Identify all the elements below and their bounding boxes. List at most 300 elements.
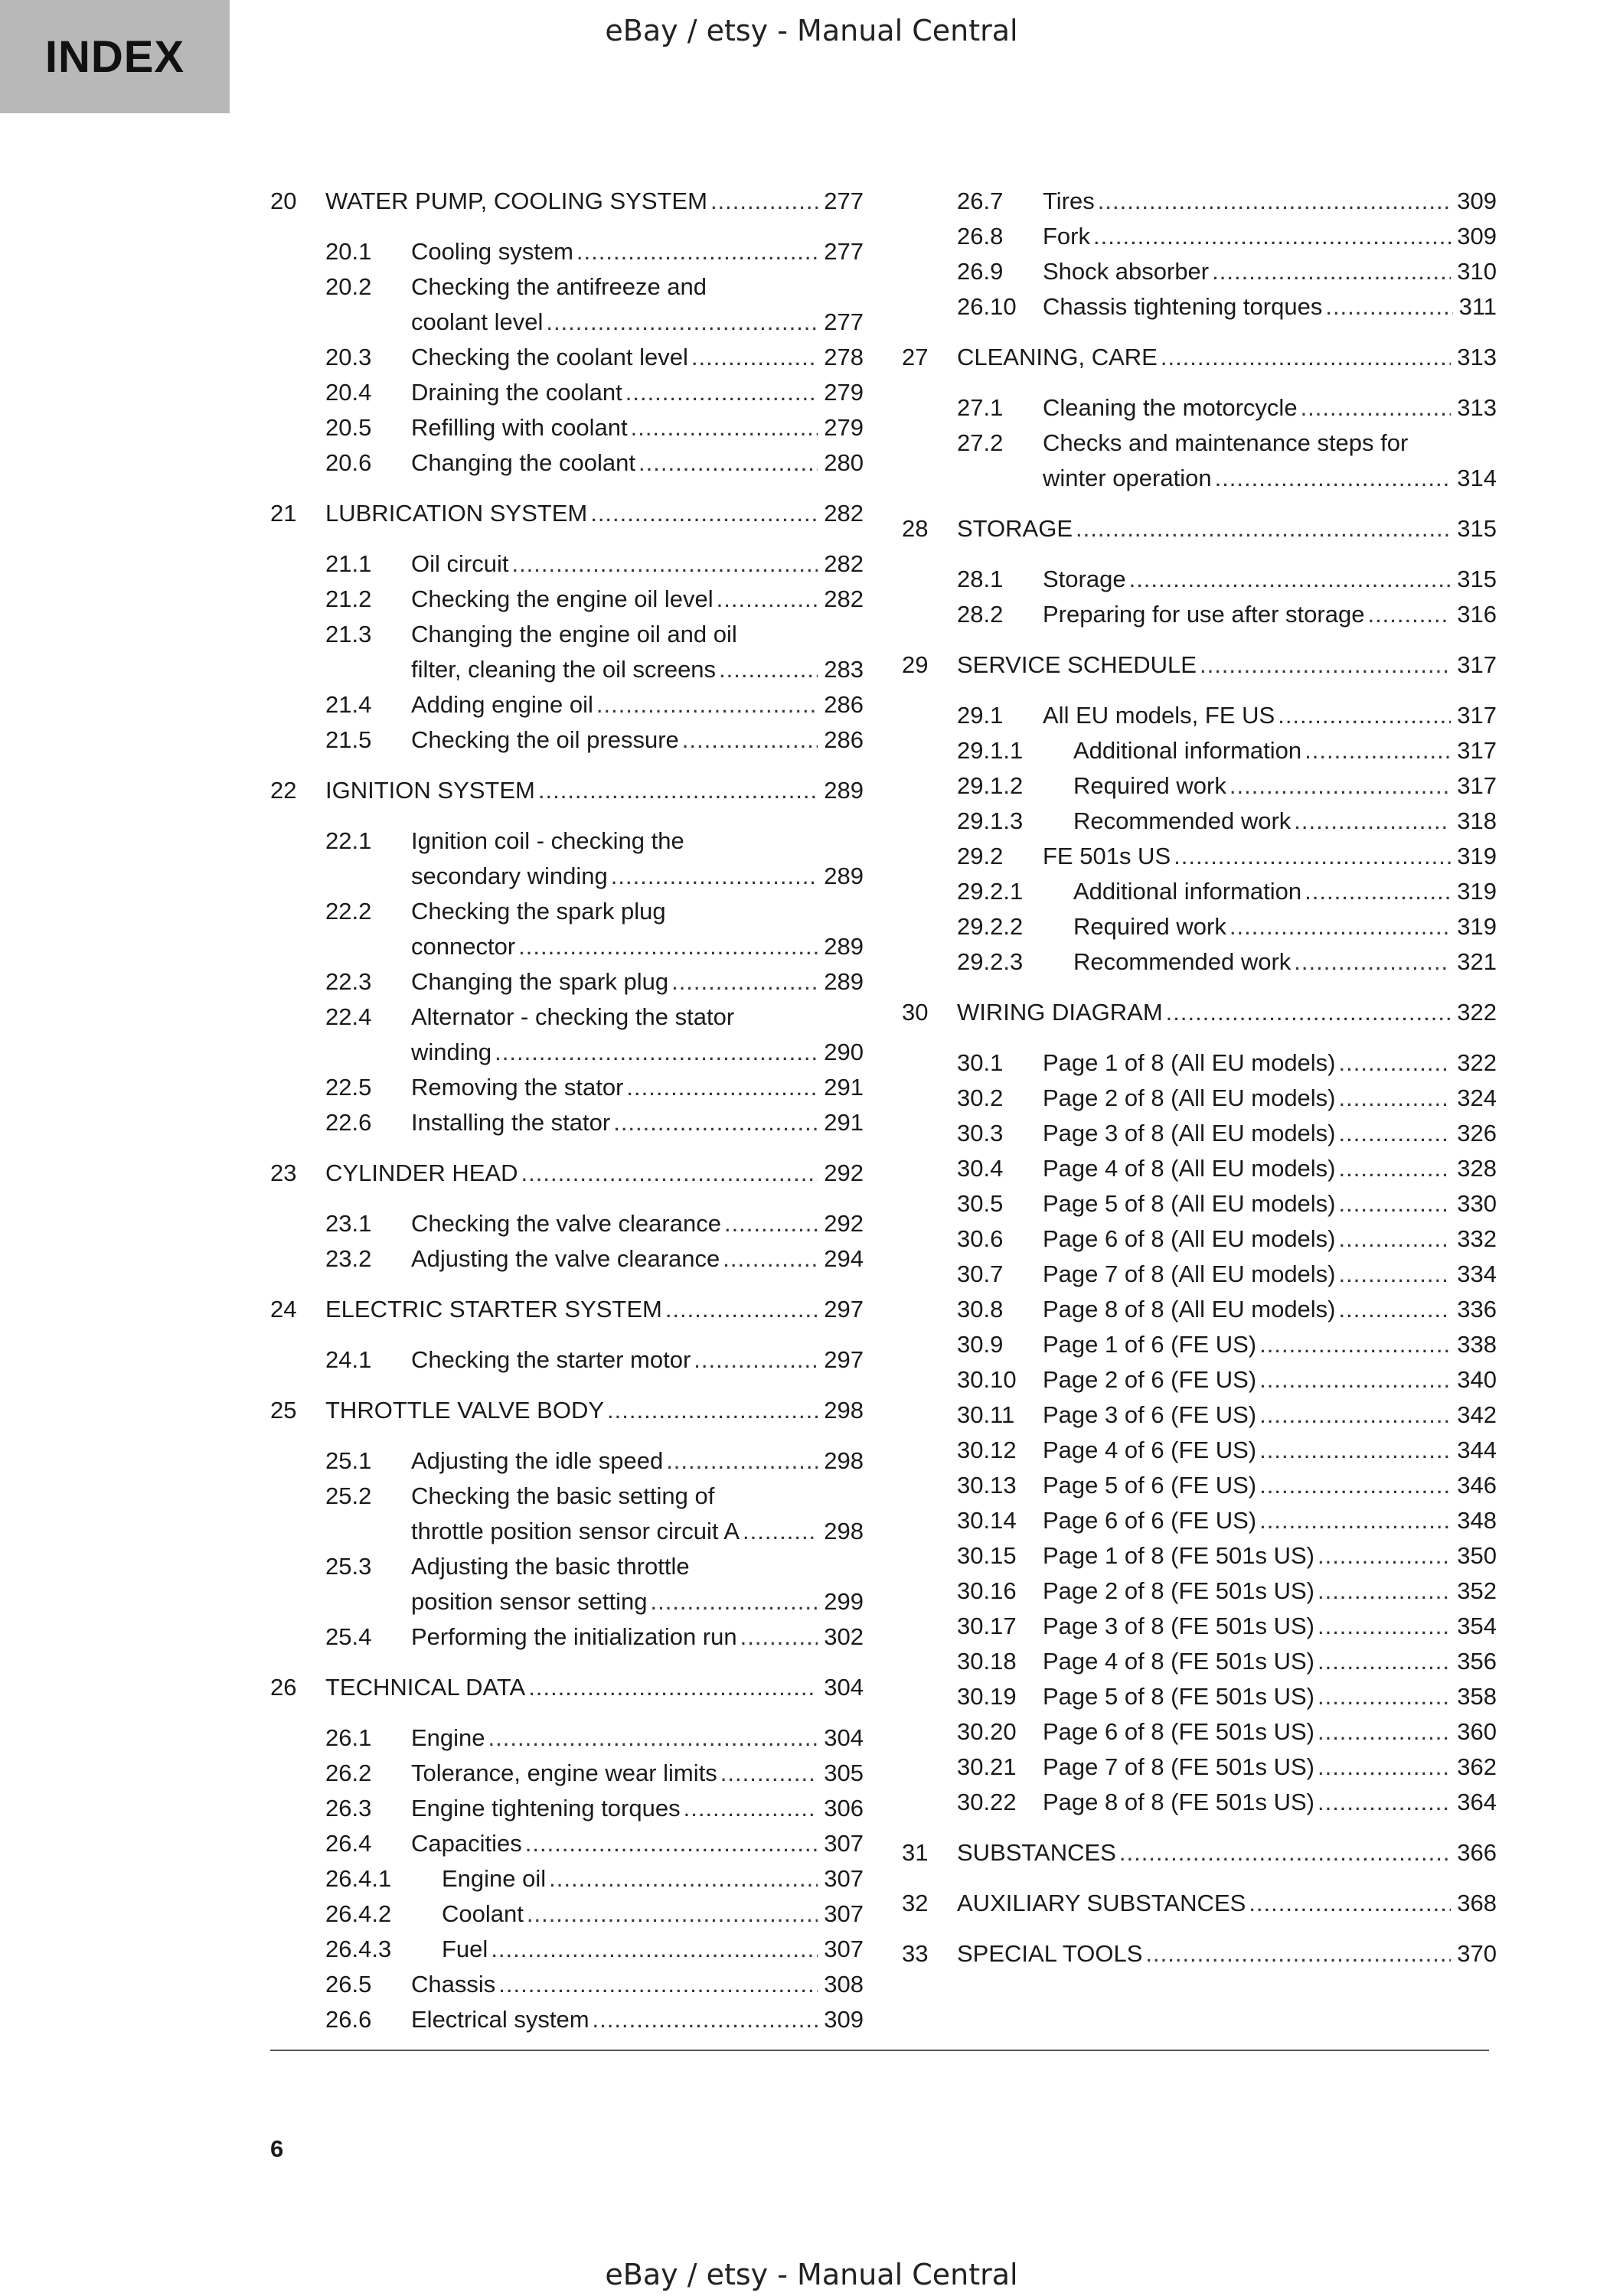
toc-entry-page: 310 [1457, 258, 1497, 285]
toc-entry[interactable] [902, 254, 1497, 289]
toc-entry[interactable] [270, 1861, 864, 1896]
toc-entry-page: 309 [1457, 188, 1497, 214]
toc-entry-page: 318 [1457, 807, 1497, 834]
toc-entry[interactable] [270, 496, 864, 531]
toc-entry[interactable] [270, 1000, 864, 1070]
toc-entry-number: 30.21 [957, 1753, 1017, 1780]
toc-entry-title [1043, 1538, 1451, 1574]
toc-entry-number: 23.2 [325, 1245, 372, 1272]
dot-leader [1301, 390, 1452, 426]
dot-leader [1259, 1397, 1451, 1433]
toc-entry[interactable] [902, 804, 1497, 839]
toc-entry-number: 30.10 [957, 1366, 1017, 1393]
toc-entry-title [957, 511, 1451, 546]
dot-leader [1339, 1186, 1452, 1221]
toc-entry[interactable] [902, 1679, 1497, 1714]
toc-entry[interactable] [902, 1151, 1497, 1186]
toc-entry[interactable] [270, 1105, 864, 1140]
toc-entry-page: 324 [1457, 1084, 1497, 1111]
toc-entry-title-line: filter, cleaning the oil screens [411, 656, 717, 683]
toc-entry-title [411, 2002, 818, 2037]
toc-entry[interactable] [270, 823, 864, 894]
toc-entry[interactable] [270, 1156, 864, 1191]
toc-entry[interactable] [270, 1670, 864, 1705]
toc-entry[interactable] [270, 722, 864, 758]
toc-entry[interactable] [902, 219, 1497, 254]
dot-leader [525, 1826, 818, 1861]
toc-entry-title [411, 823, 818, 894]
toc-entry[interactable] [270, 1549, 864, 1619]
toc-entry-page: 338 [1457, 1331, 1497, 1358]
toc-entry-number: 23 [270, 1159, 297, 1186]
toc-entry-title-line: Page 8 of 8 (All EU models) [1043, 1296, 1336, 1322]
toc-entry-page: 307 [824, 1936, 864, 1962]
toc-entry-number: 30.5 [957, 1190, 1004, 1217]
toc-entry[interactable] [270, 1896, 864, 1932]
toc-entry[interactable] [902, 1116, 1497, 1151]
toc-entry-page: 282 [824, 500, 864, 527]
toc-entry-page: 346 [1457, 1472, 1497, 1499]
toc-entry-title-line: Alternator - checking the stator [411, 1003, 735, 1030]
toc-entry-title [1043, 698, 1451, 733]
toc-entry[interactable] [270, 1967, 864, 2002]
toc-entry[interactable] [270, 1932, 864, 1967]
toc-entry-page: 289 [824, 968, 864, 995]
toc-entry[interactable] [902, 1835, 1497, 1870]
toc-entry-number: 32 [902, 1890, 929, 1916]
toc-entry[interactable] [270, 1342, 864, 1378]
toc-entry[interactable] [270, 269, 864, 340]
toc-entry-number: 30.12 [957, 1437, 1017, 1463]
page-number: 6 [270, 2135, 284, 2162]
toc-entry-number: 29 [902, 651, 929, 678]
toc-entry-title-line: AUXILIARY SUBSTANCES [957, 1890, 1246, 1916]
toc-entry-number: 29.2.2 [957, 913, 1024, 940]
toc-entry-title [957, 1936, 1451, 1971]
dot-leader [498, 1967, 818, 2002]
toc-entry[interactable] [270, 964, 864, 1000]
toc-entry-number: 22 [270, 777, 297, 804]
toc-entry-number: 29.1 [957, 702, 1004, 729]
toc-entry-page: 307 [824, 1865, 864, 1892]
toc-entry[interactable] [270, 1241, 864, 1277]
toc-entry-number: 25.4 [325, 1623, 372, 1650]
watermark-bottom: eBay / etsy - Manual Central [605, 2258, 1018, 2291]
toc-entry-number: 29.1.1 [957, 737, 1024, 764]
dot-leader [1318, 1785, 1451, 1820]
toc-entry-title-line: Recommended work [1073, 948, 1292, 975]
toc-entry[interactable] [270, 1443, 864, 1479]
toc-entry-title [1043, 562, 1451, 597]
toc-entry-title [1073, 909, 1451, 944]
toc-entry-page: 317 [1457, 702, 1497, 729]
toc-entry[interactable] [270, 1479, 864, 1549]
toc-entry-number: 25 [270, 1397, 297, 1424]
toc-entry-page: 350 [1457, 1542, 1497, 1569]
dot-leader [1215, 461, 1452, 496]
toc-entry[interactable] [902, 733, 1497, 768]
toc-entry[interactable] [902, 1397, 1497, 1433]
toc-entry-title-line: Page 5 of 8 (FE 501s US) [1043, 1683, 1314, 1710]
toc-entry-title [1043, 1116, 1451, 1151]
toc-entry[interactable] [270, 1791, 864, 1826]
toc-entry[interactable] [902, 698, 1497, 733]
toc-entry-page: 297 [824, 1346, 864, 1373]
toc-entry-page: 283 [824, 656, 864, 683]
dot-leader [576, 234, 818, 269]
toc-entry-page: 330 [1457, 1190, 1497, 1217]
toc-entry[interactable] [902, 1221, 1497, 1257]
toc-entry-title-line: Page 2 of 8 (FE 501s US) [1043, 1577, 1314, 1604]
toc-entry-title [411, 1206, 818, 1241]
toc-entry[interactable] [270, 773, 864, 808]
toc-entry-number: 28.1 [957, 566, 1004, 592]
dot-leader [611, 859, 818, 894]
toc-entry-page: 319 [1457, 878, 1497, 905]
toc-entry-number: 30.16 [957, 1577, 1017, 1604]
toc-entry-title [1073, 768, 1451, 804]
toc-entry[interactable] [902, 1574, 1497, 1609]
toc-entry-title [411, 1000, 818, 1070]
toc-entry-page: 306 [824, 1795, 864, 1821]
toc-entry-title-line: Page 5 of 8 (All EU models) [1043, 1190, 1336, 1217]
toc-entry-title-line: Tolerance, engine wear limits [411, 1760, 717, 1786]
toc-entry-number: 30.15 [957, 1542, 1017, 1569]
toc-entry-title [1043, 1433, 1451, 1468]
toc-entry-title-line: Cooling system [411, 238, 573, 265]
toc-entry-page: 291 [824, 1074, 864, 1101]
toc-entry[interactable] [902, 511, 1497, 546]
dot-leader [593, 2002, 818, 2037]
toc-entry[interactable] [270, 2002, 864, 2037]
toc-entry[interactable] [902, 1292, 1497, 1327]
dot-leader [1318, 1609, 1451, 1644]
toc-entry[interactable] [270, 1619, 864, 1655]
toc-entry[interactable] [270, 1756, 864, 1791]
toc-entry-title [1043, 1750, 1451, 1785]
toc-entry-title [411, 1070, 818, 1105]
toc-entry-title-line: coolant level [411, 308, 544, 335]
dot-leader [743, 1514, 818, 1549]
toc-entry[interactable] [902, 1468, 1497, 1503]
toc-entry-title-line: Checking the starter motor [411, 1346, 691, 1373]
toc-entry[interactable] [902, 390, 1497, 426]
toc-entry-title [411, 546, 818, 582]
toc-entry[interactable] [902, 340, 1497, 375]
toc-entry[interactable] [270, 1292, 864, 1327]
toc-entry[interactable] [270, 894, 864, 964]
dot-leader [638, 445, 818, 481]
toc-entry[interactable] [902, 1081, 1497, 1116]
toc-entry[interactable] [270, 184, 864, 219]
toc-entry-title-line: All EU models, FE US [1043, 702, 1275, 729]
toc-entry[interactable] [902, 597, 1497, 632]
toc-entry-page: 316 [1457, 601, 1497, 628]
toc-entry-number: 33 [902, 1940, 929, 1967]
toc-entry-title-line: Adding engine oil [411, 691, 593, 718]
toc-entry-title [1043, 1327, 1451, 1362]
toc-entry[interactable] [902, 1936, 1497, 1971]
toc-entry-number: 20 [270, 188, 297, 214]
toc-entry[interactable] [270, 234, 864, 269]
toc-entry[interactable] [902, 1045, 1497, 1081]
toc-entry[interactable] [902, 426, 1497, 496]
toc-entry-title-line: LUBRICATION SYSTEM [325, 500, 588, 527]
toc-entry-title-line: Engine tightening torques [411, 1795, 681, 1821]
toc-entry-number: 20.1 [325, 238, 372, 265]
toc-entry-page: 332 [1457, 1225, 1497, 1252]
toc-entry-page: 302 [824, 1623, 864, 1650]
dot-leader [1229, 768, 1451, 804]
toc-entry-title-line: Page 1 of 8 (FE 501s US) [1043, 1542, 1314, 1569]
toc-entry-title-line: Page 3 of 8 (FE 501s US) [1043, 1613, 1314, 1639]
toc-entry-number: 30.14 [957, 1507, 1017, 1534]
toc-entry-page: 309 [824, 2006, 864, 2033]
toc-entry-title-line: Capacities [411, 1830, 522, 1857]
toc-entry[interactable] [902, 1644, 1497, 1679]
toc-entry-title [411, 722, 818, 758]
toc-entry[interactable] [270, 546, 864, 582]
toc-entry-page: 304 [824, 1724, 864, 1751]
toc-entry-title [1043, 426, 1451, 496]
dot-leader [495, 1035, 818, 1070]
dot-leader [740, 1619, 818, 1655]
toc-entry-page: 277 [824, 238, 864, 265]
toc-entry[interactable] [902, 289, 1497, 325]
toc-entry-title-line: Changing the engine oil and oil [411, 621, 737, 647]
toc-entry-title-line: Checking the antifreeze and [411, 273, 707, 300]
toc-entry-title [411, 445, 818, 481]
toc-entry[interactable] [902, 944, 1497, 980]
dot-leader [1249, 1886, 1451, 1921]
toc-entry[interactable] [902, 1886, 1497, 1921]
toc-entry-page: 352 [1457, 1577, 1497, 1604]
toc-entry[interactable] [902, 995, 1497, 1030]
toc-entry-number: 30.8 [957, 1296, 1004, 1322]
toc-entry[interactable] [902, 1503, 1497, 1538]
dot-leader [518, 929, 818, 964]
toc-entry-number: 26.1 [325, 1724, 372, 1751]
toc-entry-title [411, 1720, 818, 1756]
toc-entry-title-line: Checking the coolant level [411, 344, 688, 370]
toc-entry[interactable] [270, 1720, 864, 1756]
toc-entry-number: 30.19 [957, 1683, 1017, 1710]
toc-entry-page: 289 [824, 933, 864, 960]
toc-entry-number: 22.1 [325, 827, 372, 854]
dot-leader [626, 1070, 818, 1105]
toc-entry-page: 292 [824, 1210, 864, 1237]
toc-entry[interactable] [902, 909, 1497, 944]
toc-entry-title-line: Page 1 of 8 (All EU models) [1043, 1049, 1336, 1076]
toc-entry-number: 30.3 [957, 1120, 1004, 1146]
toc-entry-title-line: Page 6 of 6 (FE US) [1043, 1507, 1257, 1534]
toc-entry-number: 21.4 [325, 691, 372, 718]
toc-entry-title-line: Chassis [411, 1971, 496, 1998]
toc-entry-title-line: STORAGE [957, 515, 1073, 542]
toc-entry-title [1043, 1221, 1451, 1257]
toc-entry[interactable] [270, 687, 864, 722]
dot-leader [717, 582, 818, 617]
toc-entry-page: 292 [824, 1159, 864, 1186]
dot-leader [538, 773, 818, 808]
toc-entry-title-line: Chassis tightening torques [1043, 293, 1323, 320]
toc-entry-title-line: Preparing for use after storage [1043, 601, 1365, 628]
toc-entry-page: 358 [1457, 1683, 1497, 1710]
toc-entry-number: 29.1.2 [957, 772, 1024, 799]
toc-entry[interactable] [902, 1538, 1497, 1574]
toc-entry-page: 340 [1457, 1366, 1497, 1393]
toc-entry-title-line: TECHNICAL DATA [325, 1674, 526, 1701]
toc-entry-page: 307 [824, 1900, 864, 1927]
toc-entry-title [442, 1861, 818, 1896]
toc-entry-title [411, 1826, 818, 1861]
toc-entry[interactable] [902, 562, 1497, 597]
dot-leader [1294, 944, 1451, 980]
toc-entry-title [325, 1393, 818, 1428]
footer-divider [270, 2050, 1489, 2051]
toc-entry[interactable] [270, 617, 864, 687]
dot-leader [491, 1932, 818, 1967]
toc-entry-title-line: Refilling with coolant [411, 414, 628, 441]
dot-leader [691, 340, 818, 375]
toc-entry-page: 322 [1457, 999, 1497, 1026]
toc-entry-title [411, 410, 818, 445]
dot-leader [590, 496, 818, 531]
toc-entry-page: 289 [824, 777, 864, 804]
toc-entry-title-line: Engine oil [442, 1865, 547, 1892]
toc-entry-number: 27.2 [957, 429, 1004, 456]
toc-entry-title-line: throttle position sensor circuit A [411, 1518, 740, 1544]
toc-entry[interactable] [270, 1393, 864, 1428]
toc-entry-page: 298 [824, 1518, 864, 1544]
dot-leader [1166, 995, 1452, 1030]
toc-entry-page: 279 [824, 379, 864, 406]
toc-entry-number: 29.2 [957, 843, 1004, 869]
toc-entry-page: 314 [1457, 465, 1497, 491]
toc-entry-title [411, 1756, 818, 1791]
toc-entry-page: 305 [824, 1760, 864, 1786]
toc-entry-page: 362 [1457, 1753, 1497, 1780]
toc-entry[interactable] [902, 1609, 1497, 1644]
toc-entry-number: 29.2.3 [957, 948, 1024, 975]
dot-leader [488, 1720, 818, 1756]
dot-leader [671, 964, 818, 1000]
toc-entry-number: 26.2 [325, 1760, 372, 1786]
toc-entry[interactable] [902, 184, 1497, 219]
toc-entry[interactable] [902, 1750, 1497, 1785]
toc-entry-number: 26.9 [957, 258, 1004, 285]
toc-entry-page: 354 [1457, 1613, 1497, 1639]
dot-leader [719, 652, 818, 687]
toc-entry[interactable] [902, 768, 1497, 804]
toc-entry-page: 286 [824, 726, 864, 753]
toc-entry-title-line: Page 8 of 8 (FE 501s US) [1043, 1789, 1314, 1815]
toc-entry[interactable] [270, 340, 864, 375]
toc-entry-page: 317 [1457, 772, 1497, 799]
toc-entry[interactable] [902, 1785, 1497, 1820]
toc-entry[interactable] [902, 1362, 1497, 1397]
toc-entry-number: 26.8 [957, 223, 1004, 249]
dot-leader [1259, 1433, 1451, 1468]
toc-entry[interactable] [902, 1433, 1497, 1468]
watermark-top: eBay / etsy - Manual Central [605, 14, 1018, 47]
toc-entry-number: 21 [270, 500, 297, 527]
toc-entry-title-line: Engine [411, 1724, 485, 1751]
toc-entry[interactable] [270, 445, 864, 481]
toc-entry[interactable] [902, 839, 1497, 874]
toc-entry-title-line: ELECTRIC STARTER SYSTEM [325, 1296, 662, 1322]
toc-entry[interactable] [270, 1206, 864, 1241]
toc-entry-page: 291 [824, 1109, 864, 1136]
toc-entry[interactable] [902, 1186, 1497, 1221]
dot-leader [625, 375, 818, 410]
toc-entry[interactable] [902, 1257, 1497, 1292]
toc-entry-number: 20.5 [325, 414, 372, 441]
toc-entry[interactable] [902, 647, 1497, 683]
toc-entry[interactable] [902, 874, 1497, 909]
toc-entry-title [1043, 1609, 1451, 1644]
toc-entry-title [1043, 1714, 1451, 1750]
toc-entry-number: 20.2 [325, 273, 372, 300]
toc-entry-title-line: CLEANING, CARE [957, 344, 1158, 370]
dot-leader [1076, 511, 1451, 546]
toc-entry-number: 22.2 [325, 898, 372, 925]
toc-entry-title-line: Required work [1073, 772, 1226, 799]
toc-entry-title [411, 617, 818, 687]
toc-entry-page: 370 [1457, 1940, 1497, 1967]
toc-entry-title-line: Page 1 of 6 (FE US) [1043, 1331, 1257, 1358]
toc-entry-page: 279 [824, 414, 864, 441]
toc-entry-page: 356 [1457, 1648, 1497, 1675]
toc-entry[interactable] [270, 410, 864, 445]
toc-entry-title-line: Page 3 of 6 (FE US) [1043, 1401, 1257, 1428]
toc-entry-number: 30.22 [957, 1789, 1017, 1815]
toc-entry-title [411, 1967, 818, 2002]
dot-leader [665, 1292, 818, 1327]
toc-entry-title [325, 773, 818, 808]
toc-entry[interactable] [902, 1714, 1497, 1750]
toc-entry[interactable] [902, 1327, 1497, 1362]
toc-entry-title-line: Fuel [442, 1936, 488, 1962]
dot-leader [596, 687, 818, 722]
toc-entry-title-line: Page 4 of 6 (FE US) [1043, 1437, 1257, 1463]
toc-entry[interactable] [270, 1826, 864, 1861]
toc-entry-number: 26.5 [325, 1971, 372, 1998]
dot-leader [1318, 1644, 1451, 1679]
toc-entry-number: 25.3 [325, 1553, 372, 1580]
toc-entry-number: 21.5 [325, 726, 372, 753]
dot-leader [1259, 1468, 1451, 1503]
toc-entry-number: 30.9 [957, 1331, 1004, 1358]
dot-leader [1278, 698, 1451, 733]
toc-entry-number: 28 [902, 515, 929, 542]
toc-entry-number: 20.6 [325, 449, 372, 476]
toc-entry[interactable] [270, 1070, 864, 1105]
dot-leader [631, 410, 818, 445]
toc-entry-title [411, 1549, 818, 1619]
toc-entry-page: 319 [1457, 843, 1497, 869]
toc-entry[interactable] [270, 582, 864, 617]
toc-entry-page: 319 [1457, 913, 1497, 940]
toc-entry-title [411, 1342, 818, 1378]
toc-entry-title-line: CYLINDER HEAD [325, 1159, 518, 1186]
toc-entry-title [1043, 289, 1453, 325]
toc-entry[interactable] [270, 375, 864, 410]
toc-entry-number: 26 [270, 1674, 297, 1701]
toc-entry-title [1043, 1785, 1451, 1820]
dot-leader [1339, 1221, 1452, 1257]
dot-leader [1318, 1574, 1451, 1609]
